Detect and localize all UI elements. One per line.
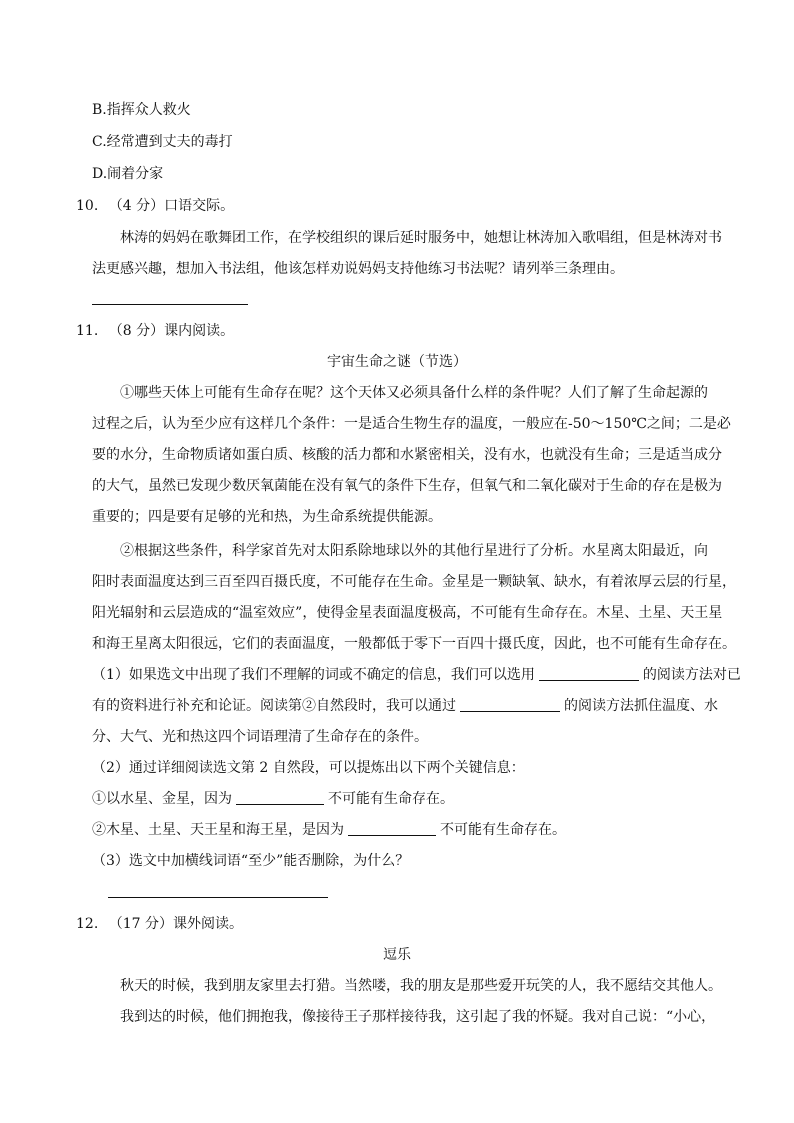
question-points: （8 分）课内阅读。: [108, 323, 235, 339]
sub-question-2-item: [92, 820, 566, 840]
option-b: B.指挥众人救火: [92, 102, 191, 118]
fill-blank[interactable]: [236, 790, 324, 805]
passage-line: 阳时表面温度达到三百至四百摄氏度，不可能存在生命。金星是一颗缺氧、缺水，有着浓厚云层的行星，: [92, 574, 736, 590]
passage-line: 过程之后，认为至少应有这样几个条件：一是适合生物生存的温度，一般应在-50～150℃之间；二是必: [92, 416, 731, 432]
question-10-header: [76, 196, 234, 216]
question-11-header: [76, 321, 234, 341]
fill-blank[interactable]: [460, 697, 560, 712]
passage-line: 秋天的时候，我到朋友家里去打猎。当然喽，我的朋友是那些爱开玩笑的人，我不愿结交其他人。: [120, 978, 722, 994]
passage-line: ②根据这些条件，科学家首先对太阳系除地球以外的其他行星进行了分析。水星离太阳最近，向: [120, 543, 708, 559]
passage-line: 我到达的时候，他们拥抱我，像接待王子那样接待我，这引起了我的怀疑。我对自己说：“小心，: [120, 1009, 716, 1025]
q10-paragraph-line: 法更感兴趣，想加入书法组，他该怎样劝说妈妈支持他练习书法呢？请列举三条理由。: [92, 261, 624, 277]
question-points: （4 分）口语交际。: [108, 198, 235, 214]
sub-question-2-item: [92, 789, 454, 809]
sub-question-1: 分、大气、光和热这四个词语理清了生命存在的条件。: [92, 729, 428, 745]
item-text: 不可能有生命存在。: [328, 791, 454, 807]
fill-blank[interactable]: [539, 666, 639, 681]
sub1-text: （1）如果选文中出现了我们不理解的词或不确定的信息，我们可以选用: [92, 667, 535, 683]
item-text: ②木星、土星、天王星和海王星，是因为: [92, 822, 344, 838]
sub1-text: 的阅读方法抓住温度、水: [564, 698, 718, 714]
sub-question-1: [92, 665, 741, 685]
sub-question-3: （3）选文中加横线词语“至少”能否删除，为什么？: [92, 853, 410, 869]
question-number: 10.: [76, 198, 99, 214]
question-points: （17 分）课外阅读。: [108, 916, 243, 932]
passage-line: ①哪些天体上可能有生命存在呢？这个天体又必须具备什么样的条件呢？人们了解了生命起源的: [120, 385, 708, 401]
passage-title: 宇宙生命之谜（节选）: [327, 354, 467, 370]
q10-answer-line[interactable]: [92, 304, 248, 305]
passage-title: 逗乐: [383, 947, 411, 963]
item-text: ①以水星、金星，因为: [92, 791, 232, 807]
q11-answer-line[interactable]: [108, 897, 328, 898]
option-c: C.经常遭到丈夫的毒打: [92, 134, 233, 150]
passage-line: 阳光辐射和云层造成的“温室效应”，使得金星表面温度极高，不可能有生命存在。木星、土星、天王星: [92, 605, 723, 621]
question-12-header: [76, 914, 243, 934]
sub-question-2: （2）通过详细阅读选文第 2 自然段，可以提炼出以下两个关键信息：: [92, 760, 525, 776]
sub1-text: 有的资料进行补充和论证。阅读第②自然段时，我可以通过: [92, 698, 456, 714]
question-number: 12.: [76, 916, 99, 932]
sub1-text: 的阅读方法对已: [642, 667, 741, 683]
option-d: D.闹着分家: [92, 166, 164, 182]
passage-line: 重要的；四是要有足够的光和热，为生命系统提供能源。: [92, 509, 442, 525]
passage-line: 和海王星离太阳很远，它们的表面温度，一般都低于零下一百四十摄氏度，因此，也不可能有生命存在。: [92, 636, 736, 652]
q10-paragraph-line: 林涛的妈妈在歌舞团工作，在学校组织的课后延时服务中，她想让林涛加入歌唱组，但是林涛对书: [120, 230, 722, 246]
question-number: 11.: [76, 323, 99, 339]
fill-blank[interactable]: [348, 821, 436, 836]
item-text: 不可能有生命存在。: [440, 822, 566, 838]
sub-question-1: [92, 696, 718, 716]
passage-line: 要的水分，生命物质诸如蛋白质、核酸的活力都和水紧密相关，没有水，也就没有生命；三是适当成分: [92, 447, 722, 463]
passage-line: 的大气，虽然已发现少数厌氧菌能在没有氧气的条件下生存，但氧气和二氧化碳对于生命的存在是极为: [92, 478, 722, 494]
